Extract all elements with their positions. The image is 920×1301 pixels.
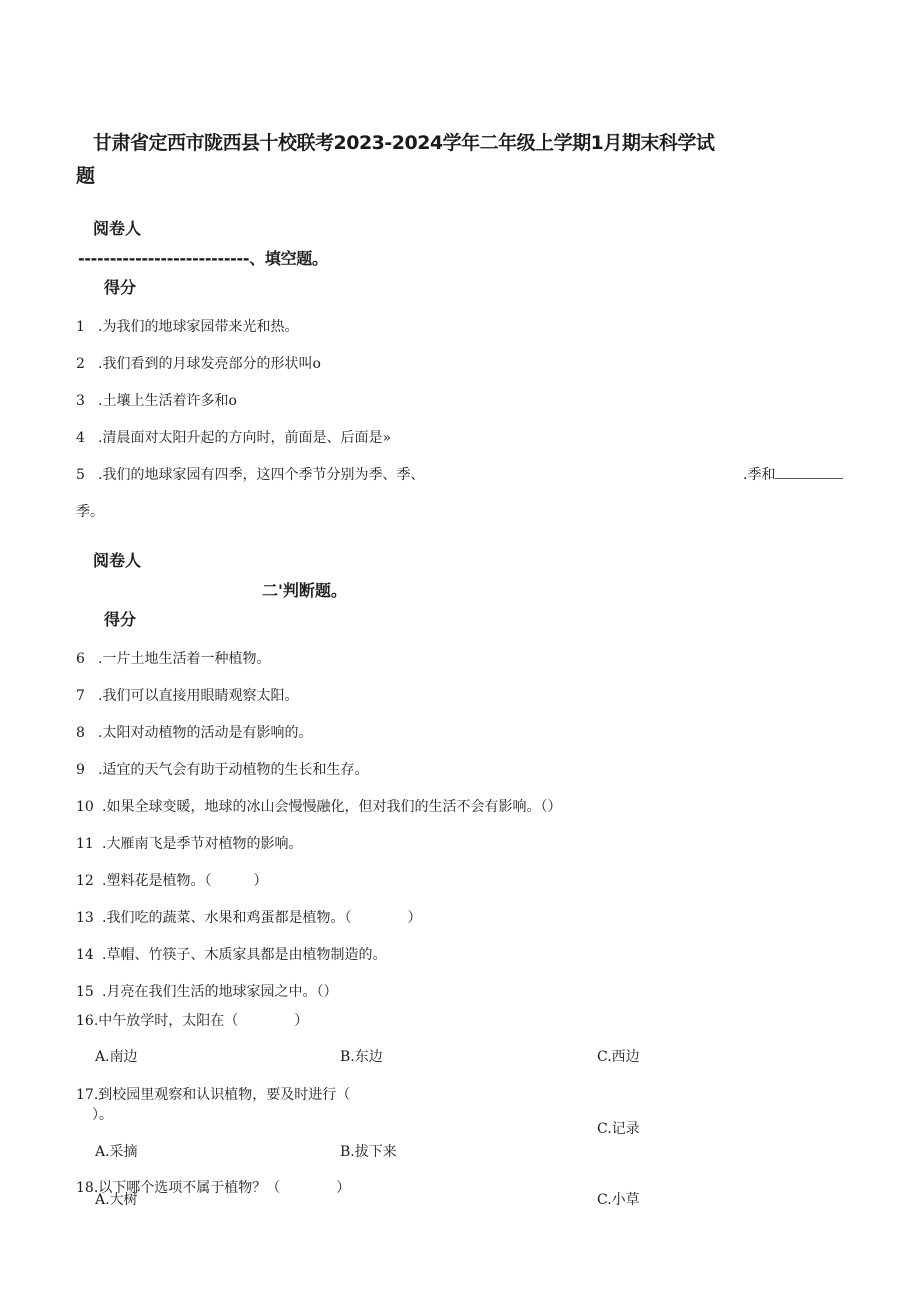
question-17-option-a: A.采摘 [95, 1144, 138, 1160]
question-number: 13 [76, 910, 94, 926]
question-16: 16.中午放学时，太阳在（ ） [76, 1013, 309, 1029]
question-16-option-a: A.南边 [95, 1049, 138, 1065]
question-17-continuation: ）。 [92, 1107, 113, 1123]
question-17-option-c: C.记录 [597, 1121, 640, 1137]
question-number: 10 [76, 799, 94, 815]
question-3 [76, 390, 237, 410]
question-text: .我们的地球家园有四季，这四个季节分别为季、季、 [98, 467, 425, 483]
question-12 [76, 870, 267, 890]
question-text: .我们看到的月球发亮部分的形状叫o [98, 356, 321, 372]
question-11 [76, 833, 302, 853]
question-number: 1 [76, 319, 85, 335]
question-15 [76, 981, 337, 1001]
question-10 [76, 796, 561, 816]
question-number: 15 [76, 984, 94, 1000]
section2-score-label: 得分 [104, 610, 137, 629]
question-5 [76, 464, 424, 484]
question-text: .我们可以直接用眼睛观察太阳。 [98, 688, 299, 704]
question-13 [76, 907, 421, 927]
question-5-continuation: 季。 [76, 504, 104, 520]
question-16-option-b: B.东边 [340, 1049, 383, 1065]
question-8 [76, 722, 312, 742]
question-text-tail: .季和 [743, 467, 776, 483]
question-number: 3 [76, 393, 85, 409]
question-text: .大雁南飞是季节对植物的影响。 [102, 836, 303, 852]
question-17: 17.到校园里观察和认识植物，要及时进行（ [76, 1087, 351, 1103]
question-number: 9 [76, 762, 85, 778]
document-title-line2: 题 [76, 165, 95, 187]
question-1 [76, 316, 298, 336]
question-4 [76, 427, 391, 447]
question-number: 5 [76, 467, 85, 483]
question-text: .清晨面对太阳升起的方向时，前面是、后面是» [98, 430, 392, 446]
question-7 [76, 685, 298, 705]
question-5-tail [743, 464, 843, 484]
question-text: .我们吃的蔬菜、水果和鸡蛋都是植物。（ ） [102, 910, 422, 926]
question-number: 8 [76, 725, 85, 741]
section1-reviewer-label: 阅卷人 [93, 219, 142, 238]
question-text: .土壤上生活着许多和o [98, 393, 237, 409]
question-text: .为我们的地球家园带来光和热。 [98, 319, 299, 335]
question-text: .月亮在我们生活的地球家园之中。（） [102, 984, 338, 1000]
question-number: 14 [76, 947, 94, 963]
document-title-line1: 甘肃省定西市陇西县十校联考2023-2024学年二年级上学期1月期末科学试 [93, 132, 715, 154]
question-18: 18.以下哪个选项不属于植物？（ ） [76, 1180, 351, 1196]
question-18-option-a: A.大树 [95, 1192, 138, 1208]
question-text: .草帽、竹筷子、木质家具都是由植物制造的。 [102, 947, 387, 963]
question-17-option-b: B.拔下来 [340, 1144, 397, 1160]
section2-header: 二'判断题。 [262, 581, 347, 600]
section2-reviewer-label: 阅卷人 [93, 551, 142, 570]
question-number: 2 [76, 356, 85, 372]
question-18-option-c: C.小草 [597, 1192, 640, 1208]
question-text: .一片土地生活着一种植物。 [98, 651, 271, 667]
question-6 [76, 648, 270, 668]
question-number: 7 [76, 688, 85, 704]
question-text: .太阳对动植物的活动是有影响的。 [98, 725, 313, 741]
question-14 [76, 944, 386, 964]
question-number: 11 [76, 836, 94, 852]
question-number: 12 [76, 873, 94, 889]
section1-header: ---------------------------、填空题。 [78, 249, 328, 268]
answer-blank [775, 468, 843, 479]
question-text: .如果全球变暖，地球的冰山会慢慢融化，但对我们的生活不会有影响。（） [102, 799, 562, 815]
question-number: 4 [76, 430, 85, 446]
question-text: .适宜的天气会有助于动植物的生长和生存。 [98, 762, 369, 778]
question-16-option-c: C.西边 [597, 1049, 640, 1065]
question-text: .塑料花是植物。（ ） [102, 873, 268, 889]
question-number: 6 [76, 651, 85, 667]
question-2 [76, 353, 321, 373]
section1-score-label: 得分 [104, 278, 137, 297]
question-9 [76, 759, 368, 779]
